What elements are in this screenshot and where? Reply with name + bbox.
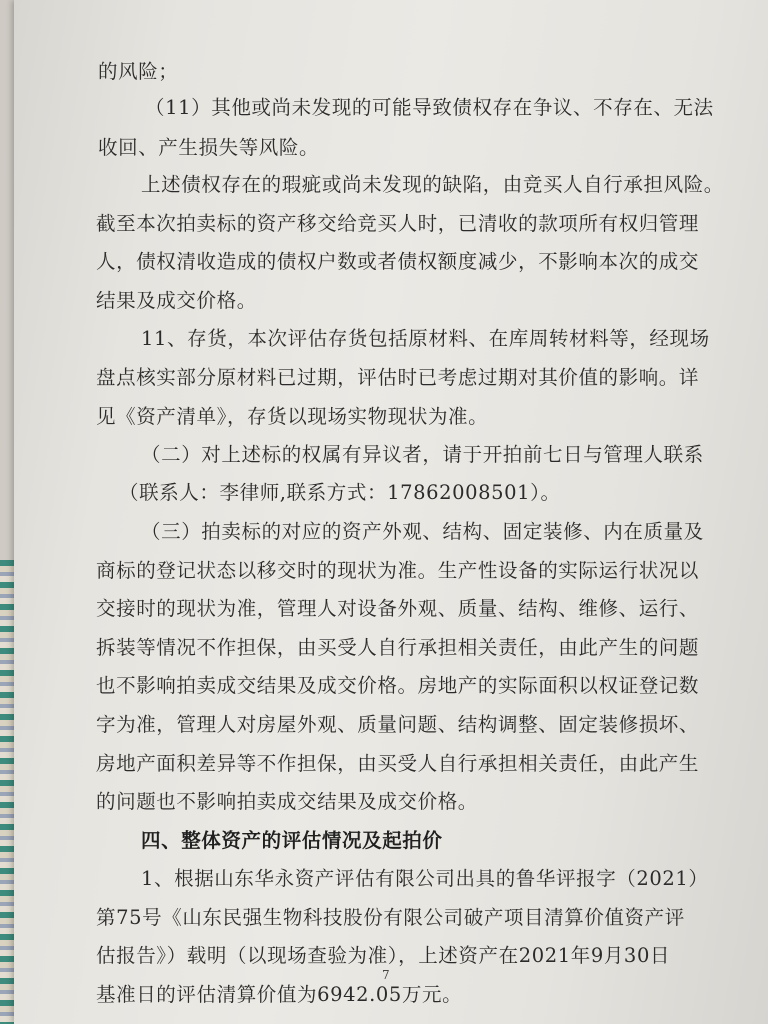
text-line: 1、根据山东华永资产评估有限公司出具的鲁华评报字（2021） xyxy=(141,867,709,890)
page-number: 7 xyxy=(382,968,390,982)
contact-line: （联系人：李律师,联系方式：17862008501）。 xyxy=(119,481,561,504)
text-line: 结果及成交价格。 xyxy=(96,289,257,312)
document-page xyxy=(14,0,768,1024)
text-line: 11、存货，本次评估存货包括原材料、在库周转材料等，经现场 xyxy=(141,327,710,350)
text-line: 商标的登记状态以移交时的现状为准。生产性设备的实际运行状况以 xyxy=(96,559,700,582)
text-line: 上述债权存在的瑕疵或尚未发现的缺陷，由竞买人自行承担风险。 xyxy=(141,173,724,196)
text-line: 字为准，管理人对房屋外观、质量问题、结构调整、固定装修损坏、 xyxy=(96,713,700,736)
text-line: （三）拍卖标的对应的资产外观、结构、固定装修、内在质量及 xyxy=(141,520,704,543)
text-line: （11）其他或尚未发现的可能导致债权存在争议、不存在、无法 xyxy=(145,96,714,119)
text-line: 的风险； xyxy=(98,60,179,83)
text-line: 第75号《山东民强生物科技股份有限公司破产项目清算价值资产评 xyxy=(96,906,685,929)
text-line: 也不影响拍卖成交结果及成交价格。房地产的实际面积以权证登记数 xyxy=(96,674,700,697)
text-line: 盘点核实部分原材料已过期，评估时已考虑过期对其价值的影响。详 xyxy=(96,366,700,389)
text-line: 房地产面积差异等不作担保，由买受人自行承担相关责任，由此产生 xyxy=(96,752,700,775)
text-line: 拆装等情况不作担保，由买受人自行承担相关责任，由此产生的问题 xyxy=(96,636,700,659)
text-line: 人，债权清收造成的债权户数或者债权额度减少，不影响本次的成交 xyxy=(96,250,700,273)
text-line: 收回、产生损失等风险。 xyxy=(98,136,320,159)
text-line: 估报告》）载明（以现场查验为准），上述资产在2021年9月30日 xyxy=(96,944,671,967)
text-line: 交接时的现状为准，管理人对设备外观、质量、结构、维修、运行、 xyxy=(96,597,700,620)
text-line: 的问题也不影响拍卖成交结果及成交价格。 xyxy=(96,790,478,813)
text-line: 截至本次拍卖标的资产移交给竞买人时，已清收的款项所有权归管理 xyxy=(96,212,700,235)
section-heading: 四、整体资产的评估情况及起拍价 xyxy=(141,829,443,852)
text-line: 基准日的评估清算价值为6942.05万元。 xyxy=(96,983,463,1006)
text-line: （二）对上述标的权属有异议者，请于开拍前七日与管理人联系 xyxy=(141,443,704,466)
text-line: 见《资产清单》，存货以现场实物现状为准。 xyxy=(96,405,489,428)
